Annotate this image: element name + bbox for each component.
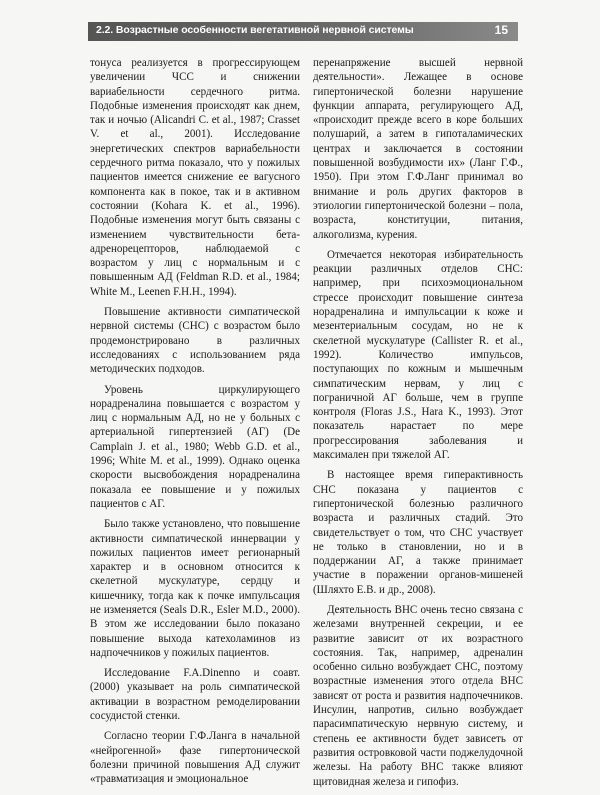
paragraph: Было также установлено, что повышение активности симпатической иннервации у пожилых пациентов имеет регионарный характер и в основном относится к скелетной мускулатуре, сердцу и кишечнику, тогда как к почке импульсация не изменяется (Seals D.R., Esler M.D., 2000). В этом же исследовании было показано повышение выхода катехоламинов из надпочечников у пожилых пациентов. (90, 518, 300, 659)
paragraph: Отмечается некоторая избирательность реакции различных отделов СНС: например, при психоэмоциональном стрессе происходит повышение синтеза норадреналина и импульсации к коже и мезентериальным сосудам, но не к скелетной мускулатуре (Callister R. et al., 1992). Количество импульсов, поступающих по кожным и мышечным симпатическим нервам, у лиц с пограничной АГ больше, чем в группе контроля (Floras J.S., Hara K., 1993). Этот показатель нарастает по мере прогрессирования заболевания и максимален при тяжелой АГ. (313, 248, 523, 462)
section-title: 2.2. Возрастные особенности вегетативной нервной системы (96, 24, 414, 36)
paragraph: Уровень циркулирующего норадреналина повышается с возрастом у лиц с нормальным АД, но не у больных с артериальной гипертензией (АГ) (De Camplain J. et al., 1980; Webb G.D. et al., 1996; White M. et al., 1999). Однако оценка скорости высвобождения норадреналина показала ее повышение и у пожилых пациентов с АГ. (90, 383, 300, 510)
running-header (88, 22, 518, 41)
right-column (313, 56, 523, 795)
paragraph: Повышение активности симпатической нервной системы (СНС) с возрастом было продемонстрировано в различных исследованиях с использованием ряда методических подходов. (90, 306, 300, 376)
paragraph: перенапряжение высшей нервной деятельности». Лежащее в основе гипертонической болезни нарушение функции аппарата, регулирующего АД, «происходит прежде всего в коре больших полушарий, а затем в гипоталамических центрах и заключается в состоянии повышенной возбудимости их» (Ланг Г.Ф., 1950). При этом Г.Ф.Ланг принимал во внимание и роль других факторов в этиологии гипертонической болезни – пола, возраста, конституции, питания, алкоголизма, курения. (313, 57, 523, 241)
paragraph: Исследование F.A.Dinenno и соавт. (2000) указывает на роль симпатической активации в возрастном ремоделировании сосудистой стенки. (90, 667, 300, 723)
paragraph: В настоящее время гиперактивность СНС показана у пациентов с гипертонической болезнью различного возраста и различных стадий. Это свидетельствует о том, что СНС участвует не только в становлении, но и в поддержании АГ, а также принимает участие в поражении органов-мишеней (Шляхто Е.В. и др., 2008). (313, 469, 523, 596)
paragraph: Согласно теории Г.Ф.Ланга в начальной «нейрогенной» фазе гипертонической болезни причиной повышения АД служит «травматизация и эмоциональное (90, 730, 300, 786)
paragraph: Деятельность ВНС очень тесно связана с железами внутренней секреции, и ее развитие зависит от их возрастного состояния. Так, например, адреналин особенно сильно возбуждает СНС, поэтому возрастные изменения этого отдела ВНС зависят от роста и развития надпочечников. Инсулин, напротив, сильно возбуждает парасимпатическую нервную систему, и степень ее активности будет зависеть от развития островковой части поджелудочной железы. На работу ВНС также влияют щитовидная железа и гипофиз. (313, 603, 523, 788)
paragraph: тонуса реализуется в прогрессирующем увеличении ЧСС и снижении вариабельности сердечного ритма. Подобные изменения происходят как днем, так и ночью (Alicandri C. et al., 1987; Crasset V. et al., 2001). Исследование энергетических спектров вариабельности сердечного ритма показало, что у пожилых пациентов имеется снижение ее вагусного компонента как в покое, так и в активном состоянии (Kohara K. et al., 1996). Подобные изменения могут быть связаны с изменением чувствительности бета-адренорецепторов, наблюдаемой с возрастом у лиц с нормальным и с повышенным АД (Feldman R.D. et al., 1984; White M., Leenen F.H.H., 1994). (90, 57, 300, 298)
page-number: 15 (494, 23, 508, 37)
left-column (90, 56, 300, 793)
